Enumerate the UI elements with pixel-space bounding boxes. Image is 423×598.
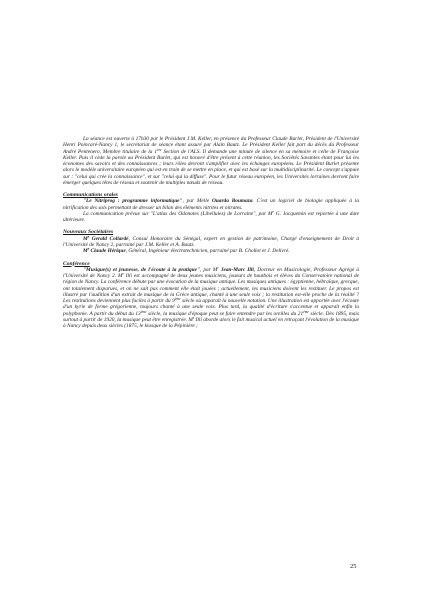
communication-paragraph-2: La communication prévue sur "L'atlas des Odonates (Libellules) de Lorraine", par $M^r$ G. Jacquemin est reportée à une date ultérieure. — [63, 209, 360, 224]
section-heading-communications: Communications orales — [63, 192, 118, 198]
communication-paragraph-1: "Le Nitriprog : programme informatique", par Melle Ouarda Boumaza. C'est un logiciel de biologie appliquée à la nitrification des sols permettant de dresser un bilan des éléments nitrites et nitrates. — [63, 198, 360, 211]
section-heading-conference: Conférence — [63, 260, 90, 267]
conference-paragraph: "Musique(s) et jeunesse, de l'écoute à la pratique", par $M^r$ Jean-Marc Illi, Docteur en Musicologie, Professeur Agrégé à l'Université de Nancy 2. $M^r$ Illi est accompagné de deux jeunes musiciens, joueurs de hautbois et élèves du Conservatoire national de région de Nancy. La conférence débute par une évocation de la musique antique. Les musiques antiques : égyptienne, hébraïque, grecque, ont totalement disparues, et on ne sait pas comment elle était jouées ; actuellement, les musiciens doivent les restituer. Le propos est illustré par l'audition d'un extrait de musique de la Grèce antique, chanté à une seule voix ; la restitution est-elle proche de la réalité ? Les restitutions deviennent plus faciles à partir du 9ème siècle où apparaît la nouvelle notation. Une illustration est apportée avec l'écoute d'un kyrie de forme grégorienne, toujours chanté à une seule voix. Plus tard, la qualité d'écriture s'accentue et apparaît enfin la polyphonie. A partir du début du 13ème siècle, la musique d'époque peut se faire entendre par les oreilles du 21ème siècle. Dès 1895, mais surtout à partir de 1920, la musique peut être enregistrée. $M^r$ Illi aborde alors le fait musical actuel en retraçant l'évolution de la musique à Nancy depuis deux siècles (1875, le kiosque de la Pépinière ; — [63, 265, 360, 330]
page-content — [63, 136, 359, 329]
page-number: 25 — [350, 563, 357, 570]
member-paragraph-2: $M^r$ Claude Hérique, Général, Ingénieur électrotechnicien, parrainé par B. Chollot et J. Delivré. — [83, 247, 290, 255]
section-heading-societaires: Nouveaux Sociétaires — [63, 229, 114, 236]
intro-paragraph: La séance est ouverte à 17h30 par le Président J.M. Keller, en présence du Professeur Claude Burlet, Président de l'Université Henri Poincaré-Nancy 1, le secrétariat de séance étant assuré par Alain Bautz. Le Président Keller fait part du décès du Professeur André Pentenero, Membre titulaire de la 1ère Section de l'ALS. Il demande une minute de silence en sa mémoire et celle de Françoise Keller. Puis il cède la parole au Président Burlet, qui est honoré d'être présent à cette réunion, les Sociétés Savantes étant pour lui les économes des savoirs et des connaissances ; leurs rôles devront s'amplifier avec les échanges européens. Le Président Burlet présente alors le modèle universitaire européen qui est en train de se mettre en place, et qui est basé sur la multidisciplinarité. Le concept s'appuie sur : "celui qui crée la connaissance", et sur "celui qui la diffuse". Pour le futur réseau européen, les Universités lorraines devront faire émerger quelques têtes de réseau et soutenir de multiples nœuds de réseau. — [63, 136, 359, 186]
member-paragraph-1: $M^r$ Gerald Collardé, Consul Honoraire du Sénégal, expert en gestion de patrimoine, Chargé d'enseignement de Droit à l'Université de Nancy 2, parrainé par J.M. Keller et A. Bautz. — [63, 234, 359, 249]
